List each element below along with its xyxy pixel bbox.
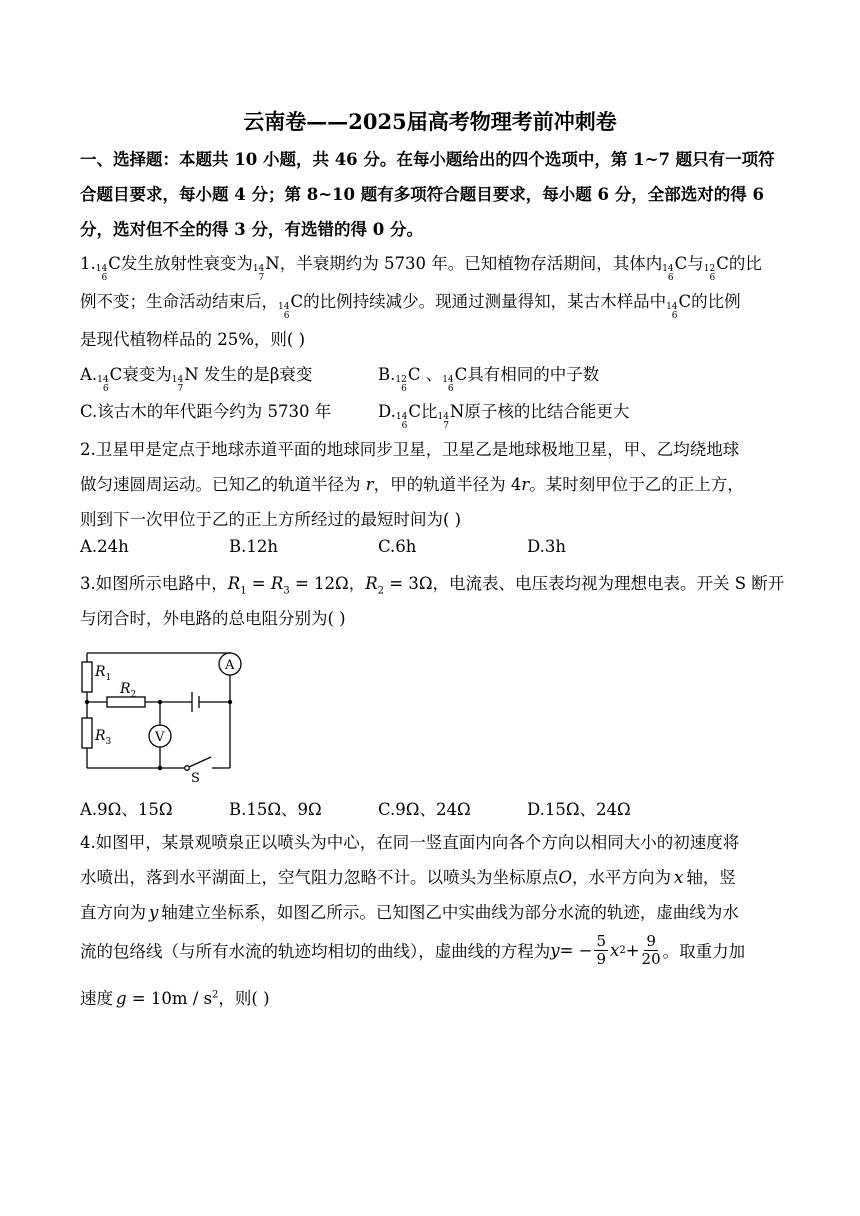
isotope-c14: 14 6 (395, 412, 408, 431)
isotope-c12: 12 6 (703, 264, 716, 283)
q1-stem-line (80, 288, 741, 321)
q4-stem-line: 直方向为 y 轴建立坐标系，如图乙所示。已知图乙中实曲线为部分水流的轨迹，虚曲线为水 (80, 903, 739, 922)
section-heading (80, 142, 790, 247)
isotope-c12: 12 6 (395, 375, 407, 394)
q2-stem-line: 2.卫星甲是定点于地球赤道平面的地球同步卫星，卫星乙是地球极地卫星，甲、乙均绕地球 (80, 440, 740, 459)
q4-stem-line: 流的包络线（与所有水流的轨迹均相切的曲线），虚曲线的方程为 y = − $\frac{5}{9}$ x 2 + $\frac{9}{20}$ 。取重力加 (80, 931, 746, 968)
q2-option-b[interactable]: B.12h (229, 537, 278, 556)
q4-stem-line: 4.如图甲，某景观喷泉正以喷头为中心，在同一竖直面内向各个方向以相同大小的初速度将 (80, 833, 740, 852)
text-span: C与 (674, 254, 704, 273)
isotope-c14: 14 6 (95, 264, 108, 283)
q1-option-c[interactable]: C.该古木的年代距今约为 5730 年 (80, 402, 332, 421)
isotope-c14: 14 6 (662, 264, 674, 283)
text-span: C的比例 (678, 292, 741, 311)
text-span: C发生放射性衰变为 (108, 254, 253, 273)
q3-stem-line: 3.如图所示电路中，$R_1 = R_3 = 12\Omega$，$R_2 = 3\Omega$，电流表、电压表均视为理想电表。开关 S 断开 (80, 574, 785, 597)
isotope-n14: 14 7 (252, 264, 265, 283)
isotope-c14: 14 6 (97, 375, 109, 394)
q1-stem-line (80, 250, 762, 283)
switch-label: S (191, 771, 200, 786)
isotope-n14: 14 7 (171, 375, 184, 394)
section-heading-line: 合题目要求，每小题 4 分；第 8~10 题有多项符合题目要求，每小题 6 分，全部选对的得 6 (80, 185, 764, 204)
q1-option-b[interactable]: B. 12 6 C 、 14 6 C具有相同的中子数 (378, 365, 600, 394)
q4-stem-line: 速度 $g = 10m / s^2$，则( ) (80, 989, 270, 1008)
q1-stem-line: 是现代植物样品的 25%，则( ) (80, 330, 306, 349)
q3-option-d[interactable]: D.15Ω、24Ω (527, 800, 631, 819)
q1-option-a[interactable]: A. 14 6 C衰变为 14 7 N 发生的是β衰变 (80, 365, 313, 394)
page-title: 云南卷——2025届高考物理考前冲刺卷 (243, 109, 617, 134)
ammeter-label: A (225, 658, 235, 673)
text-span: 例不变；生命活动结束后， (80, 292, 278, 311)
envelope-equation: y = − $\frac{5}{9}$ x 2 + $\frac{9}{20}$ (550, 931, 661, 968)
text-span: C的比例持续减少。现通过测量得知，某古木样品中 (290, 292, 667, 311)
text-span: N，半衰期约为 5730 年。已知植物存活期间，其体内 (265, 254, 663, 273)
text-span: C的比 (716, 254, 762, 273)
question-number: 1. (80, 254, 96, 273)
q3-option-a[interactable]: A.9Ω、15Ω (80, 800, 173, 819)
q3-option-c[interactable]: C.9Ω、24Ω (378, 800, 471, 819)
q2-stem-line: 则到下一次甲位于乙的正上方所经过的最短时间为( ) (80, 510, 462, 529)
r1-label: $R_1$ (95, 664, 112, 683)
voltmeter-label: V (155, 730, 165, 745)
circuit-diagram (74, 636, 254, 786)
isotope-n14: 14 7 (437, 412, 449, 431)
q2-option-c[interactable]: C.6h (378, 537, 417, 556)
q4-stem-line: 水喷出，落到水平湖面上，空气阻力忽略不计。以喷头为坐标原点O，水平方向为 x 轴，竖 (80, 868, 736, 887)
q3-option-b[interactable]: B.15Ω、9Ω (229, 800, 322, 819)
q3-stem-line: 与闭合时，外电路的总电阻分别为( ) (80, 609, 346, 628)
q2-option-a[interactable]: A.24h (80, 537, 129, 556)
r3-label: $R_3$ (95, 728, 112, 747)
q1-option-d[interactable]: D. 14 6 C比 14 7 N原子核的比结合能更大 (378, 402, 630, 431)
isotope-c14: 14 6 (442, 375, 454, 394)
section-heading-line: 一、选择题：本题共 10 小题，共 46 分。在每小题给出的四个选项中，第 1~7 题只有一项符 (80, 150, 775, 169)
section-heading-line: 分，选对但不全的得 3 分，有选错的得 0 分。 (80, 220, 423, 239)
isotope-c14: 14 6 (278, 302, 290, 321)
isotope-c14: 14 6 (666, 302, 678, 321)
r2-label: $R_2$ (120, 681, 137, 700)
q2-stem-line: 做匀速圆周运动。已知乙的轨道半径为 r，甲的轨道半径为 4r。某时刻甲位于乙的正上方， (80, 475, 744, 494)
q2-option-d[interactable]: D.3h (527, 537, 567, 556)
